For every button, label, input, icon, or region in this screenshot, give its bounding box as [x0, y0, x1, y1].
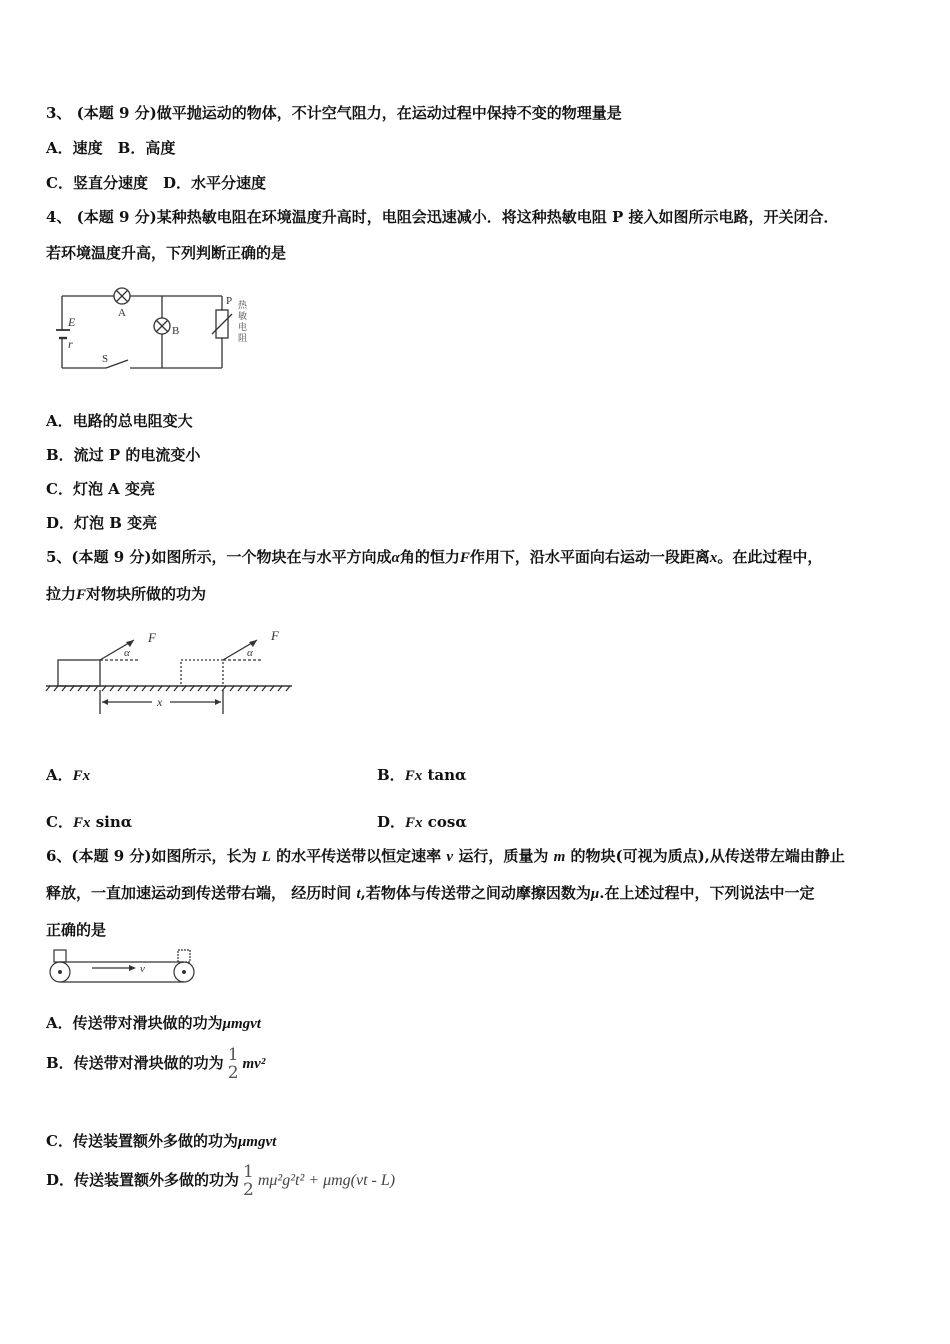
q4-thermistor-label-1: 敏 [238, 311, 248, 321]
q6-option-b-fraction: 1 2 [227, 1045, 239, 1083]
q4-option-d: D．灯泡 B 变亮 [46, 514, 158, 532]
q4-option-b: B．流过 P 的电流变小 [46, 446, 201, 464]
q5-label-F-1: F [148, 630, 156, 645]
q5-block-figure [44, 620, 294, 720]
q4-option-c: C．灯泡 A 变亮 [46, 480, 156, 498]
q6-conveyor-figure [44, 946, 204, 988]
q4-label-A: A [118, 307, 126, 319]
q3-stem: 3、 (本题 9 分)做平抛运动的物体，不计空气阻力，在运动过程中保持不变的物理量是 [46, 104, 622, 122]
q4-option-a: A．电路的总电阻变大 [46, 412, 193, 430]
q6-option-d-fraction: 1 2 [243, 1162, 254, 1200]
q6-option-a: A．传送带对滑块做的功为μmgvt [46, 1014, 261, 1032]
q5-option-b: B．Fx tanα [377, 766, 467, 784]
q6-option-c: C．传送装置额外多做的功为μmgvt [46, 1132, 277, 1150]
q6-stem-line1: 6、(本题 9 分)如图所示，长为 L 的水平传送带以恒定速率 v 运行，质量为 m 的物块(可视为质点),从传送带左端由静止 [46, 847, 845, 865]
q5-stem-line2: 拉力F对物块所做的功为 [46, 585, 207, 603]
q5-label-alpha-2: α [247, 647, 253, 659]
q4-label-P: P [226, 295, 233, 307]
q6-option-d: D．传送装置额外多做的功为 1 2 mμ²g²t² + μmg(vt - L) [46, 1162, 396, 1200]
q6-label-v: v [140, 963, 145, 975]
q6-stem-line3: 正确的是 [46, 921, 107, 939]
q4-label-B: B [172, 325, 180, 337]
q3-options-ab: A．速度 B．高度 [46, 139, 176, 157]
q4-thermistor-label-2: 电 [238, 322, 248, 332]
q4-stem-line1: 4、 (本题 9 分)某种热敏电阻在环境温度升高时，电阻会迅速减小．将这种热敏电阻 P 接入如图所示电路，开关闭合． [46, 208, 839, 226]
q5-stem-line1: 5、(本题 9 分)如图所示，一个物块在与水平方向成α角的恒力F作用下，沿水平面向右运动一段距离x。在此过程中， [46, 548, 823, 566]
q3-options-cd: C．竖直分速度 D．水平分速度 [46, 174, 266, 192]
q5-label-x: x [157, 695, 163, 709]
q4-thermistor-label-3: 阻 [238, 333, 248, 343]
q6-option-b: B．传送带对滑块做的功为 1 2 mv² [46, 1045, 266, 1083]
q5-option-a: A．Fx [46, 766, 91, 784]
q6-stem-line2: 释放，一直加速运动到传送带右端， 经历时间 t,若物体与传送带之间动摩擦因数为μ.在上述过程中，下列说法中一定 [46, 884, 815, 902]
q4-stem-line2: 若环境温度升高，下列判断正确的是 [46, 244, 287, 262]
q4-thermistor-label-0: 热 [238, 300, 248, 310]
q5-option-d: D．Fx cosα [377, 813, 467, 831]
q4-circuit-figure [44, 282, 264, 382]
q4-label-r: r [68, 337, 73, 351]
q4-label-E: E [68, 315, 76, 329]
q4-label-S: S [102, 353, 109, 365]
q5-option-c: C．Fx sinα [46, 813, 133, 831]
q5-label-F-2: F [271, 628, 279, 643]
q5-label-alpha-1: α [124, 647, 130, 659]
